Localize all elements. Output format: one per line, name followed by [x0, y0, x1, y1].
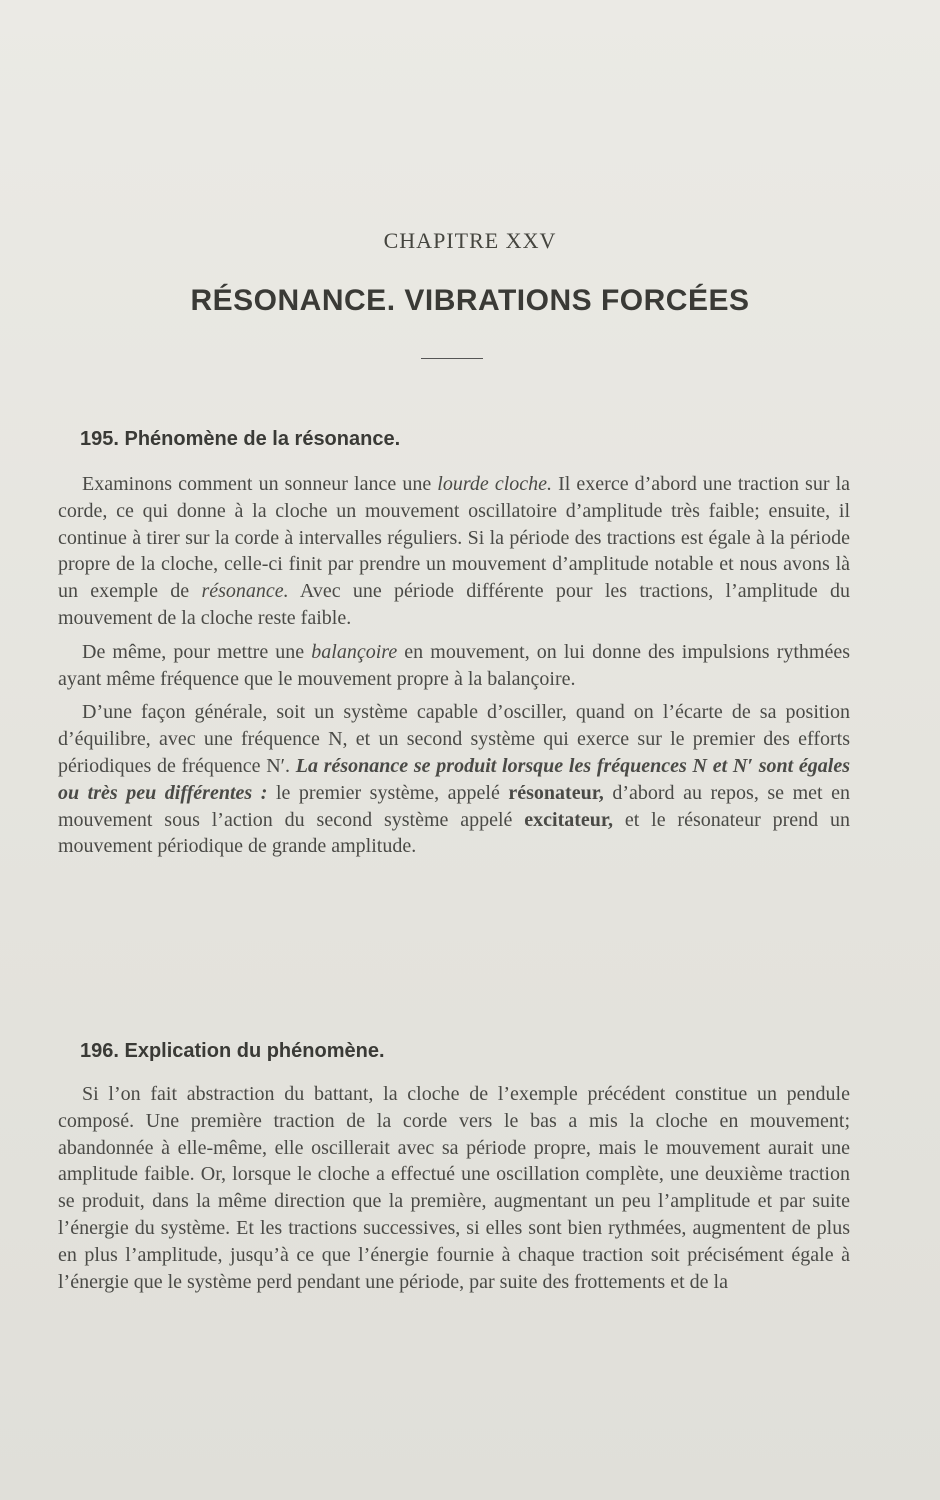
chapter-label: CHAPITRE XXV	[383, 228, 557, 253]
paragraph: De même, pour mettre une balançoire en mouvement, on lui donne des impulsions rythmées ayant même fréquence que le mouvement propre à la balançoire.	[58, 640, 850, 690]
paragraph: Si l’on fait abstraction du battant, la cloche de l’exemple précédent constitue un pendule composé. Une première traction de la corde vers le bas a mis la cloche en mouvement; abandonnée à elle-même, elle oscillerait avec sa période propre, mais le mouvement aurait une amplitude faible. Or, lorsque le cloche a effectué une oscillation complète, une deuxième traction se produit, dans la même direction que la première, augmentant un peu l’amplitude et par suite l’énergie du système. Et les tractions successives, si elles sont bien rythmées, augmentent de plus en plus l’amplitude, jusqu’à ce que l’énergie fournie à chaque traction soit précisément égale à l’énergie que le système perd pendant une période, par suite des frottements et de la	[58, 1083, 850, 1293]
paragraph: D’une façon générale, soit un système capable d’osciller, quand on l’écarte de sa position d’équilibre, avec une fréquence N, et un second système qui exerce sur le premier des efforts périodiques de fréquence N′. La résonance se produit lorsque les fréquences N et N′ sont égales ou très peu différentes : le premier système, appelé résonateur, d’abord au repos, se met en mouvement sous l’action du second système appelé excitateur, et le résonateur prend un mouvement périodique de grande amplitude.	[58, 701, 850, 858]
section-195-body	[58, 471, 850, 867]
section-heading-195: 195. Phénomène de la résonance.	[80, 428, 401, 450]
section-196-body	[58, 1081, 850, 1302]
paragraph: Examinons comment un sonneur lance une lourde cloche. Il exerce d’abord une traction sur la corde, ce qui donne à la cloche un mouvement oscillatoire d’amplitude très faible; ensuite, il continue à tirer sur la corde à intervalles réguliers. Si la période des tractions est égale à la période propre de la cloche, celle-ci finit par prendre un mouvement d’amplitude notable et nous avons là un exemple de résonance. Avec une période différente pour les tractions, l’amplitude du mouvement de la cloche reste faible.	[58, 473, 851, 629]
title-divider	[421, 358, 483, 359]
chapter-title: RÉSONANCE. VIBRATIONS FORCÉES	[190, 284, 750, 317]
section-heading-196: 196. Explication du phénomène.	[80, 1040, 385, 1062]
